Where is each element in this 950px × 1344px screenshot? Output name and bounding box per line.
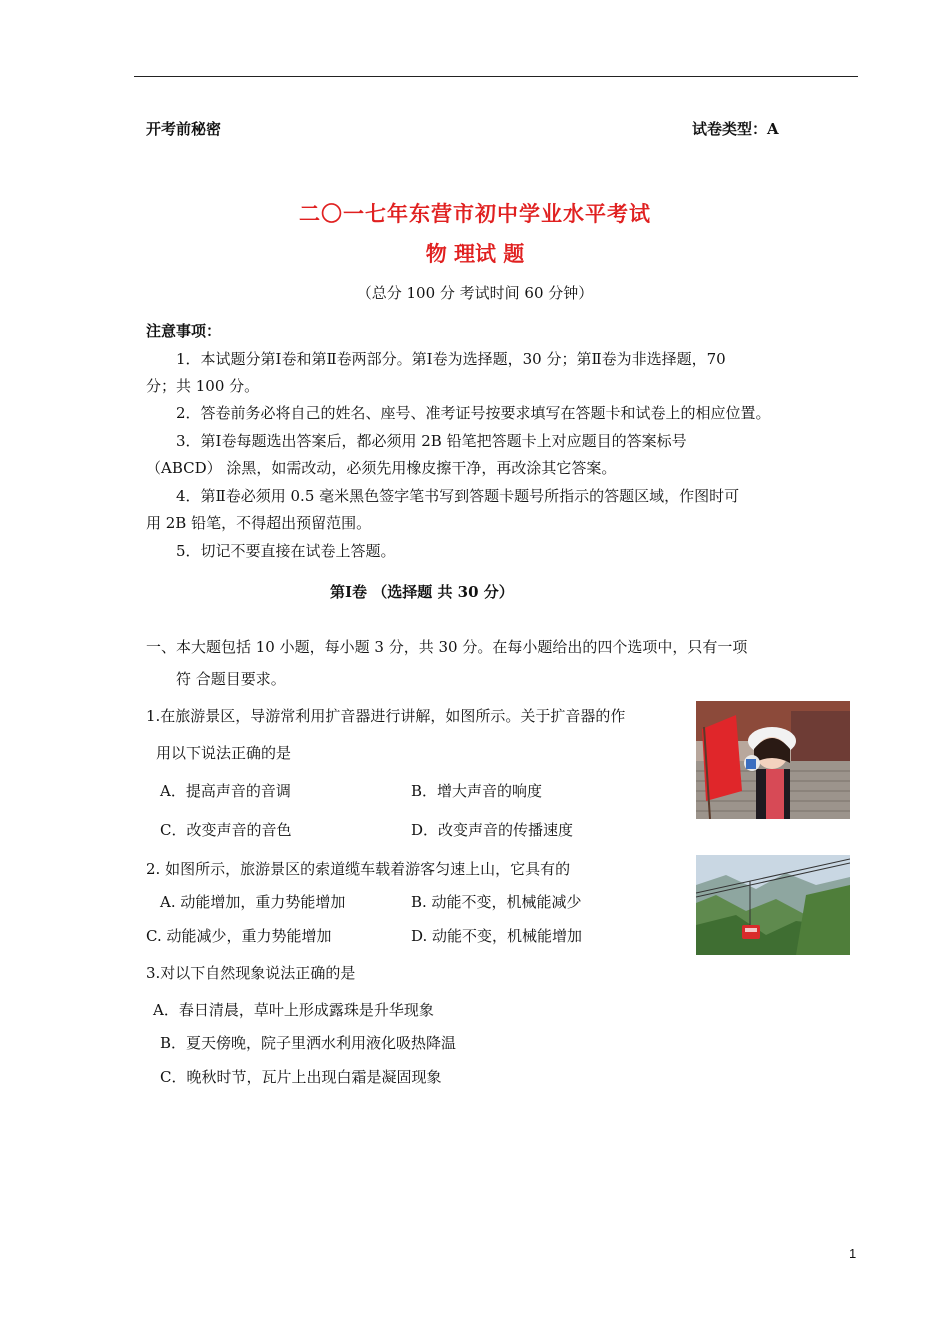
exam-info: （总分 100 分 考试时间 60 分钟） xyxy=(356,284,594,302)
note-line: 4．第Ⅱ卷必须用 0.5 毫米黑色签字笔书写到答题卡题号所指示的答题区域，作图时可 xyxy=(176,487,740,505)
question-2-option-b: B. 动能不变，机械能减少 xyxy=(411,893,582,911)
question-1-option-c: C．改变声音的音色 xyxy=(160,821,292,839)
notes-heading: 注意事项： xyxy=(146,322,222,340)
question-3-stem: 3.对以下自然现象说法正确的是 xyxy=(146,964,356,982)
section-title: 第Ⅰ卷 （选择题 共 30 分） xyxy=(330,583,514,601)
question-1-option-a: A．提高声音的音调 xyxy=(160,782,291,800)
question-2-option-a: A. 动能增加，重力势能增加 xyxy=(160,893,346,911)
question-3-option-a: A．春日清晨，草叶上形成露珠是升华现象 xyxy=(153,1001,434,1019)
instruction-line: 一、本大题包括 10 小题，每小题 3 分，共 30 分。在每小题给出的四个选项中，只有一项 xyxy=(146,638,748,656)
page-number: 1 xyxy=(849,1246,857,1261)
instruction-line: 符 合题目要求。 xyxy=(176,670,286,688)
question-3-option-c: C．晚秋时节，瓦片上出现白霜是凝固现象 xyxy=(160,1068,442,1086)
header-rule xyxy=(134,76,858,77)
question-1-option-b: B．增大声音的响度 xyxy=(411,782,543,800)
question-3-option-b: B．夏天傍晚，院子里洒水利用液化吸热降温 xyxy=(160,1034,457,1052)
exam-subject: 物 理试 题 xyxy=(425,241,525,266)
question-2-option-c: C. 动能减少，重力势能增加 xyxy=(146,927,332,945)
question-1-stem: 1.在旅游景区，导游常利用扩音器进行讲解，如图所示。关于扩音器的作 xyxy=(146,707,626,725)
question-2-option-d: D. 动能不变，机械能增加 xyxy=(411,927,583,945)
note-line: 2．答卷前务必将自己的姓名、座号、准考证号按要求填写在答题卡和试卷上的相应位置。 xyxy=(176,404,771,422)
secret-label: 开考前秘密 xyxy=(146,120,222,138)
tour-guide-photo xyxy=(696,701,850,819)
exam-title: 二〇一七年东营市初中学业水平考试 xyxy=(299,201,651,226)
question-2-stem: 2. 如图所示，旅游景区的索道缆车载着游客匀速上山，它具有的 xyxy=(146,860,571,878)
cable-car-photo xyxy=(696,855,850,955)
question-1-stem: 用以下说法正确的是 xyxy=(156,744,292,762)
note-line: 分；共 100 分。 xyxy=(146,377,260,395)
note-line: 1．本试题分第Ⅰ卷和第Ⅱ卷两部分。第Ⅰ卷为选择题，30 分；第Ⅱ卷为非选择题，70 xyxy=(176,350,726,368)
note-line: 3．第Ⅰ卷每题选出答案后，都必须用 2B 铅笔把答题卡上对应题目的答案标号 xyxy=(176,432,687,450)
note-line: 用 2B 铅笔，不得超出预留范围。 xyxy=(146,514,372,532)
note-line: 5．切记不要直接在试卷上答题。 xyxy=(176,542,396,560)
note-line: （ABCD） 涂黑，如需改动，必须先用橡皮擦干净，再改涂其它答案。 xyxy=(146,459,617,477)
question-1-option-d: D．改变声音的传播速度 xyxy=(411,821,574,839)
paper-type-label: 试卷类型：A xyxy=(692,120,779,138)
